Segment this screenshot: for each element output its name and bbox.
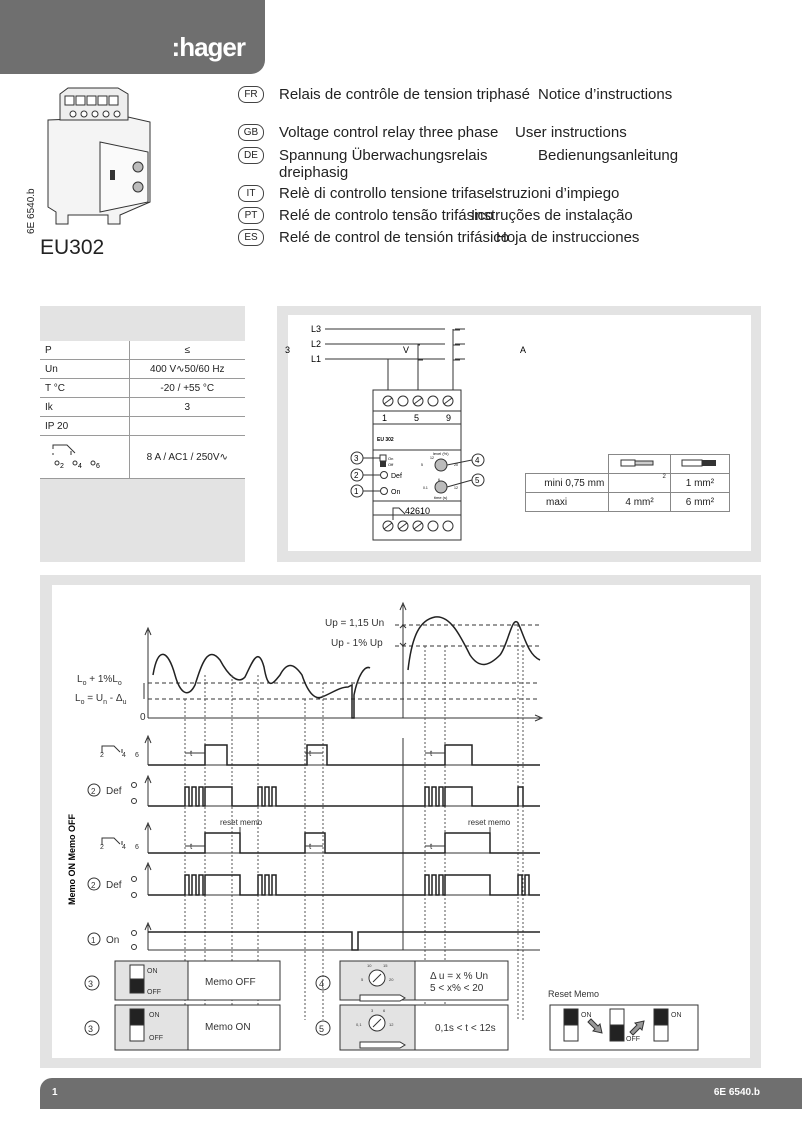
timing-diagram bbox=[40, 575, 761, 1068]
lang-code: GB bbox=[238, 124, 264, 141]
svg-text:6: 6 bbox=[135, 752, 139, 759]
wiring-diagram bbox=[280, 315, 760, 551]
svg-text:5: 5 bbox=[414, 413, 420, 423]
lang-doc: Instruções de instalação bbox=[471, 207, 633, 224]
lang-title: Voltage control relay three phase bbox=[279, 124, 499, 141]
svg-text:Δ u = x % Un: Δ u = x % Un bbox=[430, 971, 489, 982]
svg-text:4: 4 bbox=[122, 844, 126, 851]
svg-text:t: t bbox=[430, 749, 433, 758]
svg-text:2: 2 bbox=[91, 787, 96, 796]
svg-text:42610: 42610 bbox=[405, 506, 431, 516]
svg-text:OFF: OFF bbox=[149, 1035, 163, 1042]
svg-text:5: 5 bbox=[421, 463, 423, 467]
svg-text:0,1: 0,1 bbox=[356, 1022, 362, 1027]
svg-text:On: On bbox=[391, 489, 401, 496]
ferrule-icon bbox=[619, 458, 661, 468]
svg-text:reset memo: reset memo bbox=[468, 818, 511, 827]
footer-doc-ref: 6E 6540.b bbox=[713, 1087, 760, 1098]
lang-doc: Bedienungsanleitung bbox=[538, 147, 679, 164]
lang-doc: Istruzioni d’impiego bbox=[491, 185, 620, 202]
svg-text:ON: ON bbox=[581, 1012, 592, 1019]
svg-text:3: 3 bbox=[88, 979, 94, 989]
svg-text:V: V bbox=[403, 345, 410, 355]
svg-text:EU 302: EU 302 bbox=[377, 437, 394, 443]
svg-text:Def: Def bbox=[106, 880, 122, 891]
svg-text:L3: L3 bbox=[311, 324, 322, 334]
spec-row: IP 20 bbox=[40, 417, 245, 436]
svg-text:A: A bbox=[520, 345, 527, 355]
lang-title: Relais de contrôle de tension triphasé bbox=[279, 86, 530, 103]
svg-text:3: 3 bbox=[354, 454, 359, 463]
spec-table bbox=[40, 341, 245, 479]
svg-text:Reset Memo: Reset Memo bbox=[548, 989, 600, 999]
svg-text:Up = 1,15 Un: Up = 1,15 Un bbox=[325, 618, 385, 629]
svg-text:2: 2 bbox=[60, 462, 64, 470]
svg-text:5: 5 bbox=[361, 977, 364, 982]
svg-text:12: 12 bbox=[389, 1022, 394, 1027]
page-number: 1 bbox=[52, 1087, 58, 1098]
svg-text:5: 5 bbox=[475, 476, 480, 485]
svg-text:t: t bbox=[309, 749, 312, 758]
lang-code: IT bbox=[238, 185, 264, 202]
svg-text:ON: ON bbox=[149, 1012, 160, 1019]
svg-text:2: 2 bbox=[354, 471, 359, 480]
svg-text:3: 3 bbox=[88, 1024, 94, 1034]
lang-title: Relè di controllo tensione trifase bbox=[279, 185, 493, 202]
lang-code: PT bbox=[238, 207, 264, 224]
svg-text:Memo OFF: Memo OFF bbox=[205, 977, 256, 988]
svg-text:Def: Def bbox=[391, 473, 402, 480]
svg-text:4: 4 bbox=[78, 462, 82, 470]
footer-bar bbox=[40, 1078, 802, 1109]
svg-text:OFF: OFF bbox=[626, 1036, 640, 1043]
spec-row-contact: 2 4 6 8 A / AC1 / 250V∿ bbox=[40, 436, 245, 479]
svg-text:reset memo: reset memo bbox=[220, 818, 263, 827]
svg-text:4: 4 bbox=[475, 456, 480, 465]
svg-text:1: 1 bbox=[354, 487, 359, 496]
svg-text:15: 15 bbox=[383, 963, 388, 968]
product-illustration bbox=[38, 82, 158, 230]
spec-row: T °C -20 / +55 °C bbox=[40, 379, 245, 398]
svg-text:2: 2 bbox=[100, 844, 104, 851]
svg-text:0: 0 bbox=[140, 712, 146, 723]
spec-row: P ≤ bbox=[40, 341, 245, 360]
lang-code: ES bbox=[238, 229, 264, 246]
svg-text:1: 1 bbox=[91, 936, 96, 945]
svg-text:Lo = Un - Δu: $L_o = U_n - \Delta_u$ bbox=[75, 693, 127, 706]
svg-text:Memo ON Memo OFF: Memo ON Memo OFF bbox=[67, 813, 77, 905]
svg-text:9: 9 bbox=[446, 413, 452, 423]
lang-doc: User instructions bbox=[515, 124, 627, 141]
svg-text:Def: Def bbox=[106, 786, 122, 797]
svg-text:6: 6 bbox=[96, 462, 100, 470]
svg-text:10: 10 bbox=[367, 963, 372, 968]
wire-end-icon bbox=[680, 458, 720, 468]
svg-text:20: 20 bbox=[389, 977, 394, 982]
svg-text:ON: ON bbox=[147, 968, 158, 975]
svg-text:Memo ON: Memo ON bbox=[205, 1022, 251, 1033]
spec-row: Ik 3 bbox=[40, 398, 245, 417]
svg-text:OFF: OFF bbox=[147, 989, 161, 996]
svg-text:12: 12 bbox=[430, 456, 434, 460]
svg-text:Off: Off bbox=[388, 462, 394, 467]
lang-doc: Notice d’instructions bbox=[538, 86, 673, 103]
svg-text:2: 2 bbox=[91, 881, 96, 890]
svg-text:3: 3 bbox=[371, 1008, 374, 1013]
hager-logo: :hager bbox=[171, 32, 245, 62]
svg-text:0.1: 0.1 bbox=[423, 486, 428, 490]
lang-code: DE bbox=[238, 147, 264, 164]
svg-text:6: 6 bbox=[135, 844, 139, 851]
cable-table: mini 0,75 mm 2 1 mm² maxi 4 mm² 6 mm² bbox=[525, 454, 730, 512]
lang-doc: Hoja de instrucciones bbox=[496, 229, 640, 246]
svg-text:Lo + 1%Lo: $L_o + 1\%L_o$ bbox=[77, 674, 122, 687]
svg-text:5: 5 bbox=[319, 1024, 325, 1034]
svg-text:L2: L2 bbox=[311, 339, 322, 349]
svg-text:12: 12 bbox=[454, 486, 458, 490]
svg-text:20: 20 bbox=[454, 463, 458, 467]
svg-text:6: 6 bbox=[383, 1008, 386, 1013]
svg-text:t: t bbox=[309, 842, 312, 851]
doc-ref-vertical: 6E 6540.b bbox=[26, 188, 37, 234]
lang-title: Relé de control de tensión trifásico bbox=[279, 229, 510, 246]
svg-text:t: t bbox=[430, 842, 433, 851]
svg-text:3: 3 bbox=[285, 345, 291, 355]
svg-text:ON: ON bbox=[671, 1012, 682, 1019]
svg-text:4: 4 bbox=[319, 979, 325, 989]
svg-text:0,1s < t < 12s: 0,1s < t < 12s bbox=[435, 1023, 496, 1034]
spec-row: Un 400 V∿50/60 Hz bbox=[40, 360, 245, 379]
svg-text:On: On bbox=[388, 456, 394, 461]
lang-title: Spannung Überwachungsrelais dreiphasig bbox=[279, 147, 488, 181]
svg-text:level (%): level (%) bbox=[433, 451, 449, 456]
svg-text:4: 4 bbox=[122, 752, 126, 759]
svg-text:L1: L1 bbox=[311, 354, 322, 364]
svg-text:t: t bbox=[190, 749, 193, 758]
svg-text:t: t bbox=[190, 842, 193, 851]
svg-text:2: 2 bbox=[100, 752, 104, 759]
svg-text:1: 1 bbox=[382, 413, 388, 423]
svg-text:6: 6 bbox=[438, 478, 440, 482]
svg-text:On: On bbox=[106, 935, 120, 946]
lang-title: Relé de controlo tensão trifásico bbox=[279, 207, 494, 224]
svg-text:5 < x% < 20: 5 < x% < 20 bbox=[430, 983, 484, 994]
contact-symbol-icon bbox=[45, 441, 105, 471]
lang-code: FR bbox=[238, 86, 264, 103]
model-number: EU302 bbox=[40, 236, 105, 259]
svg-text:time (s): time (s) bbox=[434, 495, 448, 500]
svg-text:Up - 1% Up: Up - 1% Up bbox=[331, 638, 383, 649]
header-tab bbox=[0, 0, 265, 74]
